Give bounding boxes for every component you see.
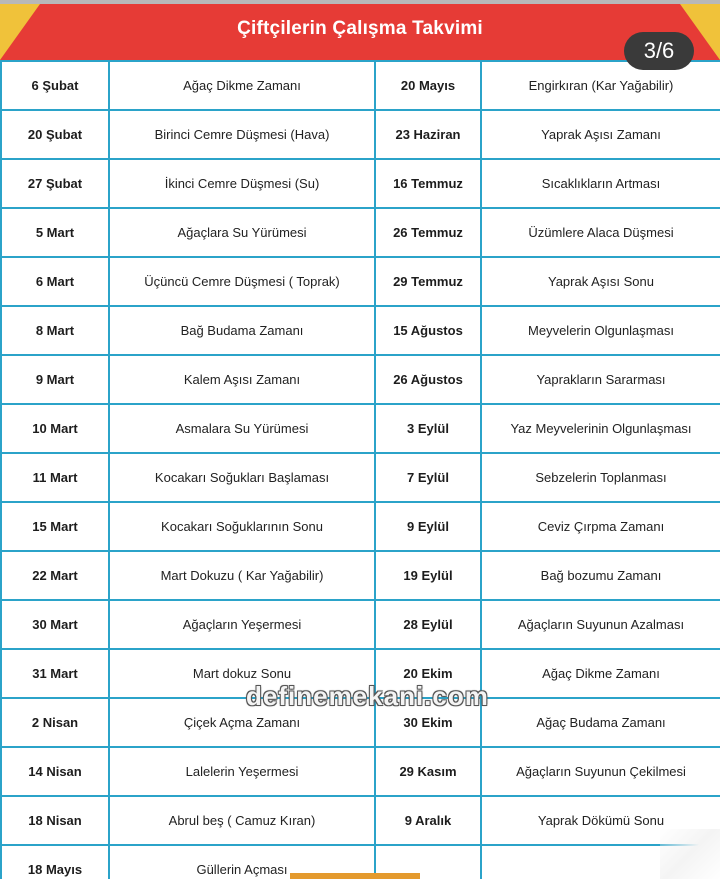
date-cell: 9 Eylül xyxy=(375,502,481,551)
event-cell: Abrul beş ( Camuz Kıran) xyxy=(109,796,375,845)
event-cell: Ağaç Budama Zamanı xyxy=(481,698,720,747)
date-cell: 6 Şubat xyxy=(1,61,109,110)
event-cell: Sıcaklıkların Artması xyxy=(481,159,720,208)
table-row xyxy=(1,502,720,551)
event-cell: Üzümlere Alaca Düşmesi xyxy=(481,208,720,257)
date-cell: 18 Mayıs xyxy=(1,845,109,879)
event-cell: Ağaçlara Su Yürümesi xyxy=(109,208,375,257)
date-cell: 26 Ağustos xyxy=(375,355,481,404)
date-cell: 15 Mart xyxy=(1,502,109,551)
event-cell: Yaprak Aşısı Sonu xyxy=(481,257,720,306)
event-cell: Birinci Cemre Düşmesi (Hava) xyxy=(109,110,375,159)
table-row xyxy=(1,257,720,306)
table-row xyxy=(1,747,720,796)
event-cell: Yaprakların Sararması xyxy=(481,355,720,404)
date-cell: 16 Temmuz xyxy=(375,159,481,208)
date-cell: 9 Aralık xyxy=(375,796,481,845)
table-row xyxy=(1,600,720,649)
event-cell: Kocakarı Soğuklarının Sonu xyxy=(109,502,375,551)
date-cell: 23 Haziran xyxy=(375,110,481,159)
event-cell: Mart Dokuzu ( Kar Yağabilir) xyxy=(109,551,375,600)
date-cell: 29 Temmuz xyxy=(375,257,481,306)
event-cell: Ağaç Dikme Zamanı xyxy=(481,649,720,698)
date-cell: 29 Kasım xyxy=(375,747,481,796)
date-cell: 2 Nisan xyxy=(1,698,109,747)
table-row xyxy=(1,208,720,257)
table-row xyxy=(1,796,720,845)
date-cell: 8 Mart xyxy=(1,306,109,355)
event-cell: Ağaçların Suyunun Azalması xyxy=(481,600,720,649)
date-cell: 18 Nisan xyxy=(1,796,109,845)
date-cell: 30 Mart xyxy=(1,600,109,649)
event-cell: Bağ Budama Zamanı xyxy=(109,306,375,355)
event-cell: Ağaç Dikme Zamanı xyxy=(109,61,375,110)
page-indicator: 3/6 xyxy=(624,32,694,70)
event-cell: Yaprak Aşısı Zamanı xyxy=(481,110,720,159)
event-cell: Kalem Aşısı Zamanı xyxy=(109,355,375,404)
event-cell: Yaz Meyvelerinin Olgunlaşması xyxy=(481,404,720,453)
date-cell: 7 Eylül xyxy=(375,453,481,502)
date-cell: 22 Mart xyxy=(1,551,109,600)
table-row xyxy=(1,404,720,453)
date-cell: 3 Eylül xyxy=(375,404,481,453)
page-curl xyxy=(660,829,720,879)
date-cell: 14 Nisan xyxy=(1,747,109,796)
table-row xyxy=(1,61,720,110)
watermark: definemekani.com xyxy=(246,681,489,711)
event-cell: Güllerin Açması xyxy=(109,845,375,879)
date-cell: 19 Eylül xyxy=(375,551,481,600)
event-cell: Bağ bozumu Zamanı xyxy=(481,551,720,600)
event-cell: Meyvelerin Olgunlaşması xyxy=(481,306,720,355)
date-cell: 20 Mayıs xyxy=(375,61,481,110)
event-cell: Ağaçların Yeşermesi xyxy=(109,600,375,649)
date-cell: 9 Mart xyxy=(1,355,109,404)
page-header xyxy=(0,4,720,60)
page-title: Çiftçilerin Çalışma Takvimi xyxy=(237,18,483,39)
table-row xyxy=(1,355,720,404)
table-row xyxy=(1,306,720,355)
calendar-table xyxy=(0,60,720,879)
event-cell: Üçüncü Cemre Düşmesi ( Toprak) xyxy=(109,257,375,306)
date-cell: 30 Ekim xyxy=(375,698,481,747)
date-cell: 15 Ağustos xyxy=(375,306,481,355)
table-row xyxy=(1,159,720,208)
date-cell: 6 Mart xyxy=(1,257,109,306)
date-cell: 27 Şubat xyxy=(1,159,109,208)
table-row xyxy=(1,110,720,159)
table-row xyxy=(1,551,720,600)
event-cell: Asmalara Su Yürümesi xyxy=(109,404,375,453)
date-cell: 20 Ekim xyxy=(375,649,481,698)
date-cell: 28 Eylül xyxy=(375,600,481,649)
date-cell: 5 Mart xyxy=(1,208,109,257)
date-cell: 10 Mart xyxy=(1,404,109,453)
date-cell: 31 Mart xyxy=(1,649,109,698)
date-cell: 26 Temmuz xyxy=(375,208,481,257)
calendar-table-container xyxy=(0,60,720,879)
date-cell: 11 Mart xyxy=(1,453,109,502)
event-cell: Kocakarı Soğukları Başlaması xyxy=(109,453,375,502)
event-cell: Ağaçların Suyunun Çekilmesi xyxy=(481,747,720,796)
event-cell: Çiçek Açma Zamanı xyxy=(109,698,375,747)
event-cell: Sebzelerin Toplanması xyxy=(481,453,720,502)
event-cell: Lalelerin Yeşermesi xyxy=(109,747,375,796)
event-cell: Engirkıran (Kar Yağabilir) xyxy=(481,61,720,110)
event-cell: Ceviz Çırpma Zamanı xyxy=(481,502,720,551)
event-cell: Mart dokuz Sonu xyxy=(109,649,375,698)
table-row xyxy=(1,453,720,502)
bottom-strip xyxy=(290,873,420,879)
date-cell: 20 Şubat xyxy=(1,110,109,159)
event-cell: Yaprak Dökümü Sonu xyxy=(481,796,720,845)
event-cell: İkinci Cemre Düşmesi (Su) xyxy=(109,159,375,208)
